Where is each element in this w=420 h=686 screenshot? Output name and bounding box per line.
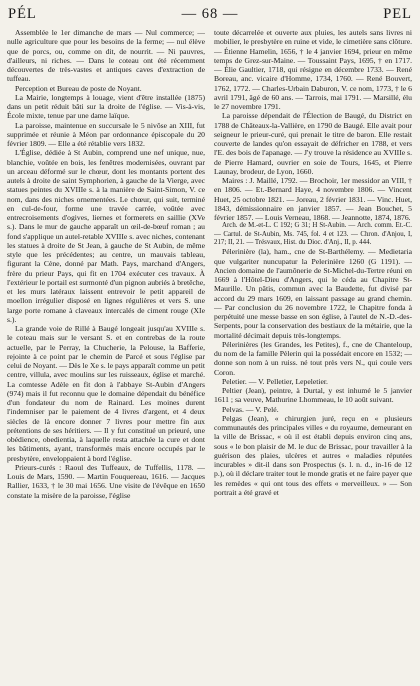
running-head-left: PÉL bbox=[8, 6, 37, 22]
paragraph: Maires : J. Maillé, 1792. — Brochoir, 1er messidor an VIII, † en 1806. — Et.-Bernard Haye, 4 novembre 1806. — Vincent Huet, 25 octobre 1821. — Joreau, 2 février 1831. — Vinc. Huet, 1843, démissionnaire en janvier 1857. — Jean Bouchet, 5 février 1857. — Louis Verneau, 1868. — Jeannotte, 1874, 1876. bbox=[214, 176, 412, 222]
running-head-right: PEL bbox=[383, 6, 412, 22]
page-number: — 68 — bbox=[181, 6, 239, 22]
paragraph: Prieurs-curés : Raoul des Tuffeaux, de Tuffellis, 1178. — Louis de Mars, 1590. — Martin Fouquereau, 1616. — Jacques Rallier, 1633, † le 30 mai 1656. Une visite de l'évêque en 1650 constate la misère de la paroisse, l'église bbox=[7, 462, 205, 500]
left-column bbox=[7, 28, 205, 683]
paragraph: toute décarrelée et ouverte aux pluies, les autels sans livres ni mobilier, le presbytère en ruine et vide, le cimetière sans clôture. — Étienne Hamelin, 1656, † le 4 janvier 1694, prieur en même temps de Grez-sur-Maine. — Toussaint Pays, 1695, † en 1717. — Élie Gaultier, 1718, qui résigne en décembre 1733. — René Boreau, anc. vicaire d'Homme, 1734, 1760. — René Bouvert, 1762, 1772. — Charles-Urbain Daburon, V. ce nom, 1773, † le 6 avril 1791, âgé de 60 ans. — Tarrois, mai 1791. — Marsillé, élu le 27 novembre 1791. bbox=[214, 28, 412, 111]
sources-note: Arch. de M.-et-L. C 192; G 31; H St-Aubin. — Arch. comm. Et.-C. — Cartul. de St-Aubin, Ms. 745, fol. 4 et 123. — Chron. d'Anjou, I, 217; II, 21. — Trésvaux, Hist. du Dioc. d'Anj., II, p. 444. bbox=[214, 222, 412, 247]
entry-peltier: Peltier (Jean), peintre, à Durtal, y est inhumé le 5 janvier 1611 ; sa veuve, Mathurine Lhommeau, le 10 août suivant. bbox=[214, 386, 412, 405]
paragraph: Perception et Bureau de poste de Noyant. bbox=[15, 83, 142, 93]
page-header bbox=[8, 6, 412, 24]
paragraph: Assemblée le 1er dimanche de mars — Nul commerce; — nulle agriculture que pour les besoins de la ferme; — nul élève que de porcs, ou, comme on dit, de nourrit. — Ni pauvres, d'ailleurs, ni riches. — Dans le coteau ont été récemment découvertes de très-vastes et antiques caves d'extraction de tuffeau. bbox=[7, 28, 205, 84]
entry-pelgas: Pelgas (Jean), « chirurgien juré, reçu en « plusieurs communautés des principales villes « du royaume, demeurant en la ville de Brissac, « où il est établi depuis environ cinq ans, sous « le bon plaisir de M. le duc de Brissac, pour travailler à la guérison des plaies, ulcères et autres « maladies réputées incurables » dit-il dans son Prospectus (s. l. n. d., in-16 de 12 p.), où il déclare traiter tout le monde gratis et ne faire payer que les remèdes « qui ont tous des effets « merveilleux. » — Son portrait a été gravé et bbox=[214, 413, 412, 497]
entry-pelerinière: Pélerinière (la), ham., cne de St-Barthélemy. — Medietaria que vulgariter nuncupatur la Pelerinière 1260 (G 1191). — Ancien domaine de l'aumônerie de St-Michel-du-Tertre réuni en 1669 à l'Hôtel-Dieu d'Angers, qui le céda au Chapitre St-Maurille. Un pâtis, commun avec la Baudette, fut divisé par accord du 29 mars 1609, en laissant passage au grand chemin. — Par conclusion du 26 novembre 1722, le Chapitre fonda à perpétuité une messe basse en son église, à l'autel de N.-D.-des-Serpents, pour la conservation des bestiaux de la métairie, que la mortalité décimait depuis très-longtemps. bbox=[214, 247, 412, 340]
entry-pelvas: Pelvas. — V. Pelé. bbox=[222, 404, 279, 414]
right-column bbox=[214, 28, 412, 683]
paragraph: La grande voie de Rillé à Baugé longeait jusqu'au XVIIIe s. le coteau mais sur le versant S. et en contrebas de la route actuelle, par le Perray, la Chucherie, la Pelouse, la Bafferie, rejointe à ce point par le chemin de Parcé et sous l'église par celui de Noyant. — Dès le Xe s. le pays apparaît comme un petit centre, villula, avec moulins sur les ruisseaux, église et marché. La comtesse Adèle en fit don à l'abbaye St-Aubin d'Angers (974) mais il fut reconnu que le domaine dépendait du bénéfice d'un fondateur du nom de Rainard. Les moines durent l'indemniser par le paiement de 4 livres d'argent, et 4 deux siècles de là encore donner 7 livres pour mettre fin aux prétentions de ses héritiers. — Il y fut constitué un prieuré, une obédience, obedientia, à laquelle resta attachée la cure et dont les bâtiments, ayant, transformés mais encore occupés par le presbytère, enveloppaient à bord l'église. bbox=[7, 324, 205, 463]
entry-peletier: Peletier. — V. Pelletier, Lepeletier. bbox=[222, 376, 328, 386]
entry-pelerinieres: Pélerinières (les Grandes, les Petites), f., cne de Chanteloup, du nom de la famille Pèlerin qui la possédait encore en 1532; — donne son nom à un ruiss. né tout près vers N., qui coule vers Coron. bbox=[214, 339, 412, 377]
paragraph: La Mairie, longtemps à louage, vient d'être installée (1875) dans un petit réduit bâti sur la droite de l'église. — Vis-à-vis, École mixte, tenue par une dame laïque. bbox=[7, 92, 205, 121]
paragraph: La paroisse, maintenue en succursale le 5 nivôse an XIII, fut supprimée et réunie à Méon par ordonnance épiscopale du 20 février 1809. — Elle a été rétablie vers 1832. bbox=[7, 120, 205, 148]
paragraph: L'Église, dédiée à St Aubin, comprend une nef unique, nue, blanchie, voûtée en bois, les fenêtres modernisées, ouvrant par un arceau déformé sur le chœur, dont les montants portent des autels à droite de saint Symphorien, à gauche de la Vierge, avec statues peintes du XVIIIe s. à la manière de Saint-Simon, V. ce nom, dans des niches ornementées. Le chœur, qui suit, terminé en cul-de-four, forme une travée carrée, voûtée avec entrecroisements d'ogives, liernes et formerets en saillie (XVe s.). Dans le mur de gauche apparaît un œil-de-bœuf roman ; au fond s'applique un autel-retable XVIIIe s. avec niches, contenant les statues à droite de St Jean, à gauche de St Aubin, de même style que les précédentes; au centre, un mauvais tableau, figurant la Cène, donné par Math. Pays, marchand d'Angers, frère du prieur Pays, qui fit en 1704 exécuter ces travaux. À l'extérieur le portail est surmonté d'un pignon aubriés à bretêche, et les murs latéraux laissent entrevoir le petit appareil de moellon irrégulier disposé en lignes régulières et vers S. une large porte romane à claveaux intercalés de ciment rouge (XIe s.). bbox=[7, 148, 205, 324]
paragraph: La paroisse dépendait de l'Élection de Baugé, du District en 1788 de Châteaux-la-Vallière, en 1790 de Baugé. Elle avait pour seigneur le prieur-curé, qui prenait le titre de baron. Elle restait couverte de landes qu'on essayait de défricher en 1788, et vers l'E. des bois de l'apanage. — J'y trouve la résidence au XVIIIe s. de Pierre Hamard, ouvrier en soie de Tours, 1645, et Pierre Launay, brodeur, de Lyon, 1660. bbox=[214, 111, 412, 176]
